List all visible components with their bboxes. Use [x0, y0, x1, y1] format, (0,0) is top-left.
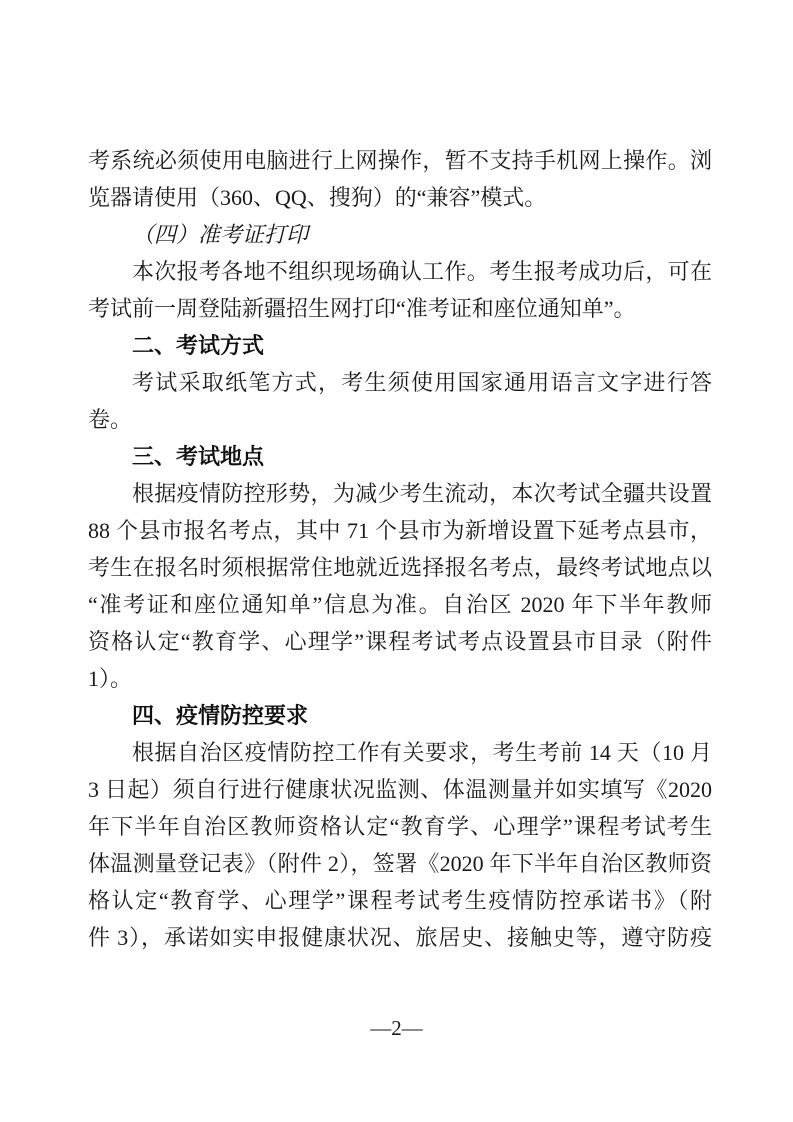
text-line: 览器请使用（360、QQ、搜狗）的“兼容”模式。 [88, 185, 547, 210]
text-line: 考生在报名时须根据常住地就近选择报名考点，最终考试地点以 [88, 555, 712, 580]
text-line: 资格认定“教育学、心理学”课程考试考点设置县市目录（附件 [88, 629, 712, 654]
text-line: 本次报考各地不组织现场确认工作。考生报考成功后，可在 [132, 259, 712, 284]
text-line: 体温测量登记表》（附件 2），签署《2020 年下半年自治区教师资 [88, 851, 712, 876]
section-heading: 四、疫情防控要求 [132, 703, 309, 728]
text-line: 考试前一周登陆新疆招生网打印“准考证和座位通知单”。 [88, 296, 636, 321]
subsection-heading: （四）准考证打印 [132, 222, 309, 247]
text-line: 考试采取纸笔方式，考生须使用国家通用语言文字进行答 [132, 370, 712, 395]
text-line: 考系统必须使用电脑进行上网操作，暂不支持手机网上操作。浏 [88, 148, 712, 173]
text-line: 年下半年自治区教师资格认定“教育学、心理学”课程考试考生 [88, 814, 713, 839]
text-line: 1）。 [88, 666, 133, 691]
text-line: 根据疫情防控形势，为减少考生流动，本次考试全疆共设置 [132, 481, 712, 506]
text-line: 88 个县市报名考点，其中 71 个县市为新增设置下延考点县市， [88, 518, 712, 543]
document-body [88, 142, 712, 956]
text-line: “准考证和座位通知单”信息为准。自治区 2020 年下半年教师 [88, 592, 712, 617]
text-line: 卷。 [88, 407, 133, 432]
text-line: 件 3），承诺如实申报健康状况、旅居史、接触史等，遵守防疫 [88, 925, 712, 950]
text-line: 根据自治区疫情防控工作有关要求，考生考前 14 天（10 月 [132, 740, 712, 765]
text-line: 格认定“教育学、心理学”课程考试考生疫情防控承诺书》（附 [88, 888, 712, 913]
page-number: —2— [370, 1016, 423, 1040]
section-heading: 二、考试方式 [132, 333, 265, 358]
section-heading: 三、考试地点 [132, 444, 265, 469]
text-line: 3 日起）须自行进行健康状况监测、体温测量并如实填写《2020 [88, 777, 712, 802]
